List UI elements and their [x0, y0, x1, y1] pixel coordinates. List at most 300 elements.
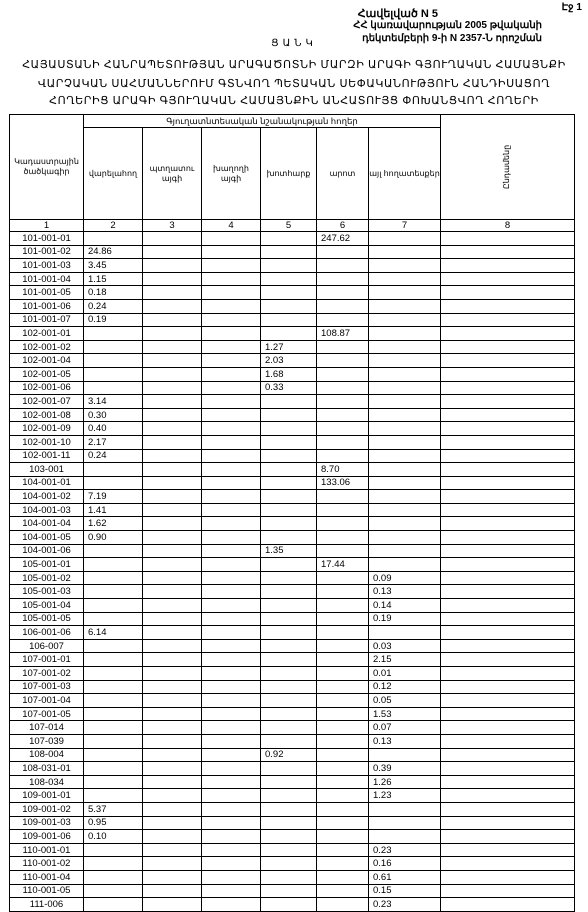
area-cell: 8.70: [317, 463, 369, 477]
area-cell: [441, 830, 575, 844]
area-cell: [202, 395, 261, 409]
area-cell: [84, 775, 143, 789]
table-row: [10, 408, 575, 422]
table-row: [10, 775, 575, 789]
area-cell: 1.62: [84, 517, 143, 531]
area-cell: [143, 639, 202, 653]
table-row: [10, 327, 575, 341]
document-title-line-1: ՀԱՅԱՍՏԱՆԻ ՀԱՆՐԱՊԵՏՈՒԹՅԱՆ ԱՐԱԳԱԾՈՏՆԻ ՄԱՐԶԻ ԱՐԱԳԻ ԳՅՈՒՂԱԿԱՆ ՀԱՄԱՅՆՔԻ: [22, 59, 566, 71]
area-cell: 0.24: [84, 299, 143, 313]
area-cell: [84, 789, 143, 803]
area-cell: [441, 762, 575, 776]
table-row: [10, 503, 575, 517]
area-cell: [202, 789, 261, 803]
area-cell: [143, 327, 202, 341]
area-cell: 0.16: [369, 857, 441, 871]
area-cell: [202, 313, 261, 327]
table-row: [10, 707, 575, 721]
table-row: [10, 870, 575, 884]
area-cell: [317, 830, 369, 844]
land-table: [9, 114, 575, 912]
area-cell: [317, 748, 369, 762]
area-cell: [143, 816, 202, 830]
area-cell: [441, 395, 575, 409]
cadastral-code-cell: 101-001-07: [10, 313, 84, 327]
area-cell: [202, 327, 261, 341]
area-cell: [441, 340, 575, 354]
area-cell: [317, 653, 369, 667]
area-cell: [202, 232, 261, 246]
area-cell: [143, 762, 202, 776]
area-cell: [143, 408, 202, 422]
area-cell: [202, 870, 261, 884]
cadastral-code-cell: 110-001-04: [10, 870, 84, 884]
area-cell: [261, 585, 317, 599]
area-cell: 1.27: [261, 340, 317, 354]
cadastral-code-cell: 105-001-01: [10, 558, 84, 572]
area-cell: [202, 367, 261, 381]
decree-line-1: ՀՀ կառավարության 2005 թվականի: [353, 20, 542, 31]
area-cell: [84, 884, 143, 898]
column-header: վարելահող: [84, 128, 143, 220]
area-cell: 133.06: [317, 476, 369, 490]
area-cell: [317, 721, 369, 735]
area-cell: [369, 245, 441, 259]
page-number: Էջ 1: [561, 2, 582, 13]
area-cell: [143, 245, 202, 259]
area-cell: 0.13: [369, 585, 441, 599]
table-row: [10, 340, 575, 354]
cadastral-code-cell: 101-001-01: [10, 232, 84, 246]
area-cell: [202, 680, 261, 694]
area-cell: [441, 245, 575, 259]
area-cell: [261, 721, 317, 735]
area-cell: [441, 816, 575, 830]
cadastral-code-cell: 107-014: [10, 721, 84, 735]
cadastral-code-cell: 109-001-06: [10, 830, 84, 844]
area-cell: 24.86: [84, 245, 143, 259]
area-cell: [143, 395, 202, 409]
area-cell: [84, 721, 143, 735]
area-cell: 1.35: [261, 544, 317, 558]
table-row: [10, 694, 575, 708]
cadastral-code-cell: 105-001-02: [10, 571, 84, 585]
cadastral-code-cell: 105-001-05: [10, 612, 84, 626]
area-cell: [441, 857, 575, 871]
area-cell: [317, 531, 369, 545]
area-cell: [261, 571, 317, 585]
area-cell: [202, 422, 261, 436]
area-cell: [143, 476, 202, 490]
area-cell: 1.15: [84, 272, 143, 286]
cadastral-code-cell: 110-001-01: [10, 843, 84, 857]
area-cell: [261, 449, 317, 463]
area-cell: [441, 639, 575, 653]
area-cell: [369, 408, 441, 422]
table-row: [10, 232, 575, 246]
area-cell: [369, 381, 441, 395]
cadastral-code-cell: 102-001-06: [10, 381, 84, 395]
cadastral-code-cell: 104-001-02: [10, 490, 84, 504]
area-cell: [261, 870, 317, 884]
area-cell: [202, 802, 261, 816]
area-cell: [261, 503, 317, 517]
area-cell: [441, 721, 575, 735]
area-cell: [261, 843, 317, 857]
area-cell: [202, 612, 261, 626]
area-cell: [143, 381, 202, 395]
area-cell: [261, 639, 317, 653]
area-cell: [369, 748, 441, 762]
area-cell: [441, 775, 575, 789]
table-row: [10, 286, 575, 300]
area-cell: [143, 599, 202, 613]
area-cell: 2.15: [369, 653, 441, 667]
area-cell: [143, 422, 202, 436]
area-cell: [369, 313, 441, 327]
area-cell: [261, 762, 317, 776]
area-cell: 2.03: [261, 354, 317, 368]
area-cell: [317, 734, 369, 748]
area-cell: [317, 490, 369, 504]
area-cell: [261, 707, 317, 721]
area-cell: [317, 843, 369, 857]
area-cell: [84, 354, 143, 368]
area-cell: [441, 367, 575, 381]
area-cell: [317, 435, 369, 449]
area-cell: 0.90: [84, 531, 143, 545]
column-number: 6: [317, 220, 369, 232]
area-cell: [84, 762, 143, 776]
area-cell: 0.13: [369, 734, 441, 748]
cadastral-code-cell: 107-001-01: [10, 653, 84, 667]
area-cell: [261, 857, 317, 871]
area-cell: [202, 626, 261, 640]
area-cell: [441, 354, 575, 368]
area-cell: [143, 517, 202, 531]
cadastral-code-cell: 106-007: [10, 639, 84, 653]
cadastral-code-cell: 104-001-03: [10, 503, 84, 517]
area-cell: [143, 503, 202, 517]
area-cell: 0.14: [369, 599, 441, 613]
area-cell: [261, 734, 317, 748]
area-cell: [441, 449, 575, 463]
cadastral-code-cell: 109-001-03: [10, 816, 84, 830]
area-cell: 0.18: [84, 286, 143, 300]
area-cell: [317, 639, 369, 653]
area-cell: [84, 367, 143, 381]
table-row: [10, 789, 575, 803]
area-cell: [84, 707, 143, 721]
area-cell: [143, 571, 202, 585]
area-cell: [441, 531, 575, 545]
table-row: [10, 531, 575, 545]
area-cell: [202, 381, 261, 395]
area-cell: [369, 354, 441, 368]
area-cell: [143, 340, 202, 354]
area-cell: 1.53: [369, 707, 441, 721]
area-cell: 17.44: [317, 558, 369, 572]
area-cell: [261, 802, 317, 816]
area-cell: [143, 367, 202, 381]
area-cell: [202, 667, 261, 681]
area-cell: [441, 884, 575, 898]
area-cell: [441, 802, 575, 816]
column-number: 5: [261, 220, 317, 232]
table-row: [10, 422, 575, 436]
decree-line-2: դեկտեմբերի 9-ի N 2357-Ն որոշման: [362, 33, 542, 44]
area-cell: [317, 381, 369, 395]
area-cell: [261, 286, 317, 300]
area-cell: [143, 272, 202, 286]
area-cell: [202, 503, 261, 517]
table-row: [10, 612, 575, 626]
area-cell: [84, 734, 143, 748]
area-cell: [369, 830, 441, 844]
area-cell: [317, 694, 369, 708]
area-cell: [84, 653, 143, 667]
cadastral-code-cell: 101-001-02: [10, 245, 84, 259]
area-cell: [202, 463, 261, 477]
area-cell: [143, 802, 202, 816]
area-cell: 0.12: [369, 680, 441, 694]
area-cell: [202, 245, 261, 259]
area-cell: 0.10: [84, 830, 143, 844]
area-cell: [202, 843, 261, 857]
cadastral-code-cell: 102-001-01: [10, 327, 84, 341]
area-cell: [143, 830, 202, 844]
table-body: [10, 232, 575, 912]
table-row: [10, 259, 575, 273]
column-number: 2: [84, 220, 143, 232]
cadastral-code-cell: 102-001-05: [10, 367, 84, 381]
area-cell: [261, 245, 317, 259]
area-cell: [261, 653, 317, 667]
area-cell: [143, 843, 202, 857]
area-cell: [202, 857, 261, 871]
area-cell: 0.92: [261, 748, 317, 762]
table-row: [10, 802, 575, 816]
area-cell: [202, 558, 261, 572]
code-header: Կադաստրային ծածկագիր: [10, 115, 84, 220]
area-cell: [261, 612, 317, 626]
area-cell: [143, 612, 202, 626]
area-cell: 0.33: [261, 381, 317, 395]
area-cell: [84, 870, 143, 884]
area-cell: [84, 558, 143, 572]
cadastral-code-cell: 102-001-07: [10, 395, 84, 409]
area-cell: [317, 408, 369, 422]
area-cell: [317, 667, 369, 681]
area-cell: [317, 816, 369, 830]
area-cell: [317, 367, 369, 381]
column-number: 1: [10, 220, 84, 232]
area-cell: [317, 544, 369, 558]
table-row: [10, 721, 575, 735]
table-row: [10, 680, 575, 694]
area-cell: [261, 422, 317, 436]
area-cell: [441, 571, 575, 585]
table-row: [10, 762, 575, 776]
cadastral-code-cell: 105-001-03: [10, 585, 84, 599]
agricultural-group-header: Գյուղատնտեսական նշանակության հողեր: [84, 115, 441, 128]
cadastral-code-cell: 104-001-05: [10, 531, 84, 545]
area-cell: [143, 707, 202, 721]
area-cell: [369, 463, 441, 477]
area-cell: [143, 857, 202, 871]
table-row: [10, 381, 575, 395]
area-cell: [261, 626, 317, 640]
area-cell: [317, 802, 369, 816]
area-cell: [317, 272, 369, 286]
table-row: [10, 653, 575, 667]
cadastral-code-cell: 107-001-05: [10, 707, 84, 721]
area-cell: [441, 789, 575, 803]
cadastral-code-cell: 104-001-04: [10, 517, 84, 531]
area-cell: 0.05: [369, 694, 441, 708]
area-cell: 0.19: [369, 612, 441, 626]
column-number: 4: [202, 220, 261, 232]
area-cell: [202, 286, 261, 300]
area-cell: [369, 802, 441, 816]
column-header: արոտ: [317, 128, 369, 220]
area-cell: [143, 626, 202, 640]
area-cell: [202, 517, 261, 531]
cadastral-code-cell: 101-001-03: [10, 259, 84, 273]
area-cell: [261, 830, 317, 844]
cadastral-code-cell: 108-004: [10, 748, 84, 762]
cadastral-code-cell: 108-034: [10, 775, 84, 789]
area-cell: [441, 612, 575, 626]
area-cell: [143, 694, 202, 708]
table-row: [10, 354, 575, 368]
area-cell: [84, 680, 143, 694]
area-cell: [317, 585, 369, 599]
area-cell: 3.14: [84, 395, 143, 409]
area-cell: [202, 354, 261, 368]
area-cell: [143, 734, 202, 748]
table-row: [10, 245, 575, 259]
table-row: [10, 544, 575, 558]
area-cell: [202, 775, 261, 789]
table-row: [10, 626, 575, 640]
cadastral-code-cell: 101-001-06: [10, 299, 84, 313]
area-cell: [202, 259, 261, 273]
area-cell: [261, 884, 317, 898]
area-cell: [261, 789, 317, 803]
table-row: [10, 367, 575, 381]
cadastral-code-cell: 107-001-04: [10, 694, 84, 708]
area-cell: [202, 748, 261, 762]
area-cell: [441, 408, 575, 422]
total-header-label: Ընդամենը: [502, 144, 512, 190]
area-cell: [317, 259, 369, 273]
area-cell: [84, 381, 143, 395]
area-cell: [143, 232, 202, 246]
area-cell: [441, 667, 575, 681]
area-cell: [317, 449, 369, 463]
area-cell: [441, 626, 575, 640]
area-cell: [202, 816, 261, 830]
area-cell: [441, 680, 575, 694]
table-row: [10, 299, 575, 313]
area-cell: [261, 558, 317, 572]
area-cell: [369, 422, 441, 436]
area-cell: 1.41: [84, 503, 143, 517]
area-cell: [369, 816, 441, 830]
area-cell: [441, 327, 575, 341]
area-cell: [261, 667, 317, 681]
area-cell: [202, 599, 261, 613]
table-row: [10, 490, 575, 504]
area-cell: 1.26: [369, 775, 441, 789]
area-cell: [202, 639, 261, 653]
area-cell: [202, 340, 261, 354]
area-cell: [202, 408, 261, 422]
area-cell: [143, 884, 202, 898]
area-cell: [441, 585, 575, 599]
area-cell: [143, 490, 202, 504]
area-cell: 0.07: [369, 721, 441, 735]
area-cell: [317, 626, 369, 640]
area-cell: [261, 680, 317, 694]
area-cell: [143, 585, 202, 599]
total-header: [441, 115, 575, 220]
area-cell: [369, 531, 441, 545]
area-cell: 0.03: [369, 639, 441, 653]
area-cell: [261, 395, 317, 409]
area-cell: 0.23: [369, 843, 441, 857]
area-cell: [143, 667, 202, 681]
column-number: 8: [441, 220, 575, 232]
area-cell: [261, 476, 317, 490]
area-cell: [202, 694, 261, 708]
area-cell: [143, 354, 202, 368]
area-cell: [84, 843, 143, 857]
area-cell: [261, 517, 317, 531]
area-cell: [441, 422, 575, 436]
area-cell: [369, 232, 441, 246]
column-number: 3: [143, 220, 202, 232]
table-row: [10, 599, 575, 613]
area-cell: [261, 327, 317, 341]
area-cell: 0.39: [369, 762, 441, 776]
area-cell: [143, 544, 202, 558]
area-cell: [143, 775, 202, 789]
area-cell: [84, 476, 143, 490]
area-cell: [317, 340, 369, 354]
area-cell: [441, 748, 575, 762]
area-cell: [441, 232, 575, 246]
area-cell: [317, 571, 369, 585]
column-header: խաղողի այգի: [202, 128, 261, 220]
area-cell: 0.40: [84, 422, 143, 436]
table-row: [10, 463, 575, 477]
area-cell: [143, 870, 202, 884]
cadastral-code-cell: 102-001-11: [10, 449, 84, 463]
area-cell: [261, 435, 317, 449]
area-cell: [369, 449, 441, 463]
column-number: 7: [369, 220, 441, 232]
list-title: ՑԱՆԿ: [271, 38, 317, 49]
area-cell: [441, 299, 575, 313]
area-cell: [369, 272, 441, 286]
area-cell: 7.19: [84, 490, 143, 504]
table-row: [10, 313, 575, 327]
area-cell: [202, 830, 261, 844]
area-cell: [143, 435, 202, 449]
area-cell: [441, 503, 575, 517]
